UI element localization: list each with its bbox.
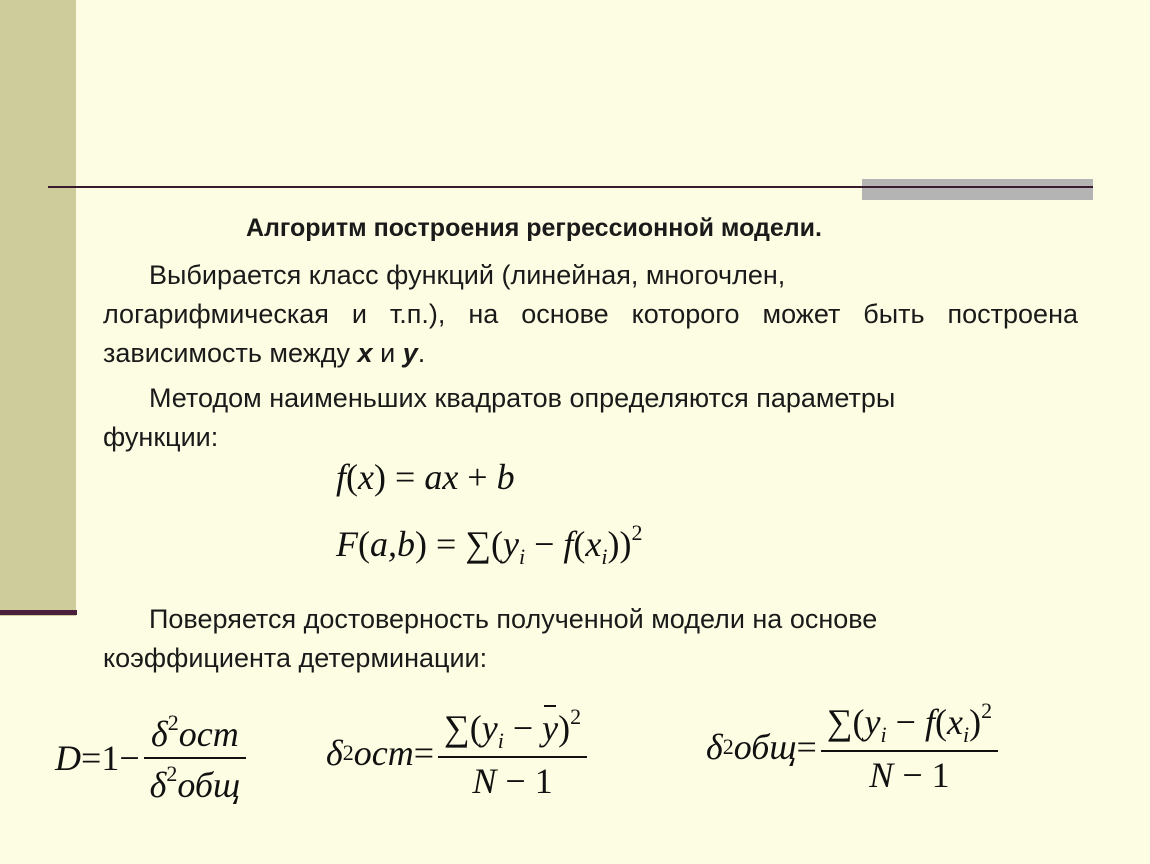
delta-symbol: δ (149, 765, 167, 805)
paren: ( (346, 457, 359, 497)
equals: = (796, 727, 817, 767)
header-accent-bar (862, 179, 1093, 200)
N-symbol: N (472, 761, 497, 801)
delta-symbol: δ (706, 727, 723, 767)
ax-term: ax (424, 457, 459, 497)
obsh-label: общ (177, 765, 241, 805)
fraction (821, 698, 998, 796)
paren: ) (374, 457, 386, 497)
b-symbol: b (496, 457, 515, 497)
minus: − (496, 761, 535, 801)
fraction (438, 704, 587, 802)
denominator (466, 758, 558, 802)
sum-symbol: ∑ (465, 524, 491, 564)
index: i (518, 544, 526, 569)
header-accent-line (862, 186, 1093, 188)
paren: ( (852, 702, 865, 742)
formula-linear (336, 456, 515, 498)
one: 1 (931, 755, 950, 795)
f-symbol: f (336, 457, 347, 497)
paren: ( (934, 702, 947, 742)
paren: ( (573, 524, 586, 564)
var-x: x (357, 338, 373, 368)
paren: ) (969, 702, 982, 742)
f-symbol: f (563, 524, 574, 564)
numerator (145, 710, 245, 757)
formula-determination (55, 710, 250, 806)
sum-symbol: ∑ (444, 708, 470, 748)
index: i (880, 722, 887, 747)
numerator (821, 698, 998, 750)
paragraph-least-squares (103, 379, 1078, 457)
delta-symbol: δ (151, 714, 168, 754)
y-mean-symbol: y (542, 708, 559, 748)
delta-symbol: δ (326, 733, 343, 773)
power: 2 (722, 734, 734, 759)
x-symbol: x (585, 524, 602, 564)
var-y: y (402, 338, 418, 368)
power: 2 (570, 704, 582, 729)
minus: − (525, 524, 564, 564)
N-symbol: N (869, 755, 894, 795)
power: 2 (981, 698, 993, 723)
denominator (863, 752, 955, 796)
paren: )) (607, 524, 632, 564)
paragraph-rest: логарифмическая и т.п.), на основе которого может быть построена зависимость между (103, 299, 1078, 368)
args: a,b (370, 524, 415, 564)
y-symbol: y (864, 702, 881, 742)
y-symbol: y (481, 708, 498, 748)
sidebar-rule (0, 610, 77, 615)
ost-label: ост (353, 733, 414, 773)
sum-symbol: ∑ (826, 702, 853, 742)
paren: ) (558, 708, 571, 748)
fraction (144, 710, 247, 806)
plus: + (458, 457, 497, 497)
power: 2 (631, 520, 643, 545)
paragraph-determination (103, 600, 1073, 678)
denominator (144, 759, 247, 806)
numerator (438, 704, 587, 756)
paragraph-rest: коэффициента детерминации: (103, 643, 488, 673)
paren: ( (469, 708, 482, 748)
equals: = (413, 733, 435, 773)
D-symbol: D (55, 738, 81, 778)
index: i (601, 544, 608, 569)
word-and: и (380, 338, 396, 368)
period: . (417, 338, 426, 368)
minus: − (886, 702, 925, 742)
header-rule (48, 186, 862, 188)
equals: = (386, 457, 425, 497)
equals: = (81, 738, 102, 778)
paragraph-function-class (103, 256, 1078, 373)
power: 2 (167, 710, 179, 735)
one: 1 (534, 761, 553, 801)
index: i (497, 728, 504, 753)
one: 1 (101, 738, 120, 778)
paragraph-first-line: Выбирается класс функций (линейная, многочлен, (149, 260, 786, 290)
ost-label: ост (178, 714, 239, 754)
paren: ( (358, 524, 370, 564)
minus: − (503, 708, 543, 748)
paragraph-first-line: Методом наименьших квадратов определяются параметры (149, 383, 896, 413)
sidebar-decoration (0, 0, 76, 616)
f-symbol: f (924, 702, 935, 742)
power: 2 (342, 740, 354, 765)
index: i (962, 722, 970, 747)
paren: ( (490, 524, 503, 564)
minus: − (119, 738, 140, 778)
formula-total-variance (706, 698, 1002, 796)
paragraph-first-line: Поверяется достоверность полученной модели на основе (149, 604, 878, 634)
x-symbol: x (358, 457, 374, 497)
formula-least-squares (336, 520, 643, 570)
x-symbol: x (946, 702, 963, 742)
obsh-label: общ (733, 727, 797, 767)
paren: ) (415, 524, 427, 564)
paragraph-rest: функции: (103, 422, 219, 452)
y-symbol: y (502, 524, 519, 564)
formula-residual-variance (326, 704, 591, 802)
minus: − (893, 755, 932, 795)
F-symbol: F (336, 524, 358, 564)
slide-title: Алгоритм построения регрессионной модели. (246, 214, 822, 242)
power: 2 (166, 761, 178, 786)
equals: = (427, 524, 466, 564)
